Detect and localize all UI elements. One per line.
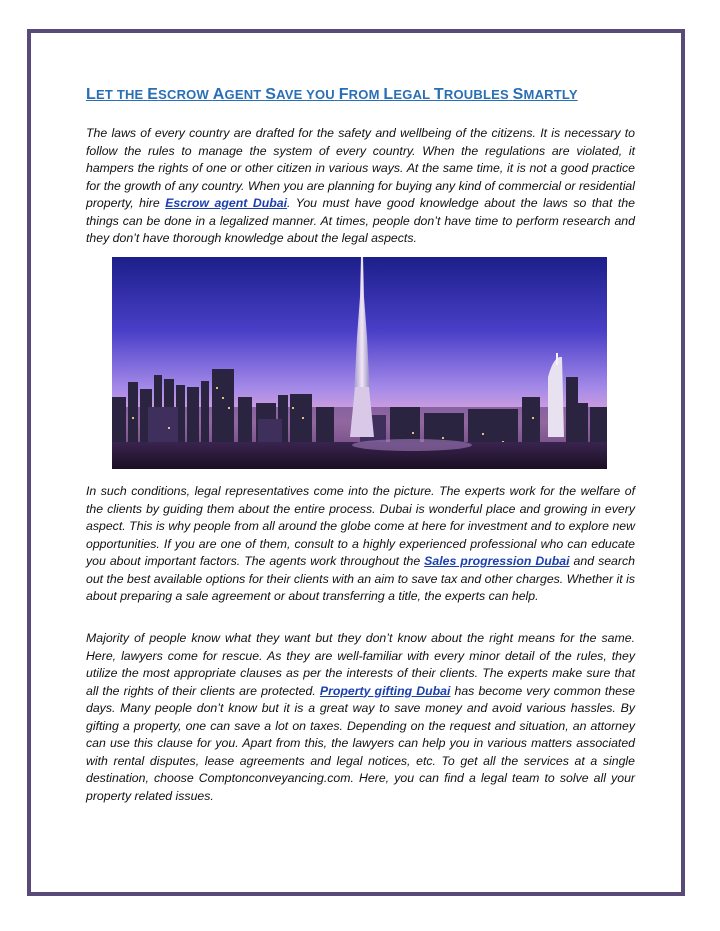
paragraph-3 — [86, 630, 635, 805]
title-word: SAVE — [265, 86, 303, 103]
title-word: YOU — [306, 87, 335, 102]
title-word: LEGAL — [383, 86, 431, 103]
paragraph-2-text-a: In such conditions, legal representatives come into the picture. The experts work for the welfare of the clients by guiding them about the entire process. Dubai is wonderful place and growing in every aspect. This is why people from all around the globe come at here for investment and to explore new opportunities. If you are one of them, consult to a highly experienced professional who can educate you about important factors. The agents work throughout the — [86, 484, 635, 568]
title-word: SMARTLY — [512, 86, 578, 103]
escrow-agent-dubai-link[interactable]: Escrow agent Dubai — [165, 196, 288, 210]
title-word: ESCROW — [147, 86, 209, 103]
paragraph-2 — [86, 483, 635, 606]
title-word: TROUBLES — [433, 86, 509, 103]
paragraph-2-text-b: and search out the best available options for their clients with an aim to save tax and other charges. Whether it is about preparing a sale agreement or about transferring a title, the experts can help. — [86, 554, 635, 603]
title-word: FROM — [338, 86, 380, 103]
paragraph-1 — [86, 125, 635, 248]
paragraph-3-text-a: Majority of people know what they want but they don’t know about the right means for the same. Here, lawyers come for rescue. As they are well-familiar with every minor detail of the rules, they utilize the most appropriate clauses as per the interests of their clients. The experts make sure that all the rights of their clients are protected. — [86, 631, 635, 698]
paragraph-3-text-b: has become very common these days. Many people don’t know but it is a great way to save money and avoid various hassles. By gifting a property, one can save a lot on taxes. Depending on the request and situation, an attorney can use this clause for you. Apart from this, the lawyers can help you in various matters associated with rental disputes, lease agreements and legal notices, etc. To get all the services at a single destination, choose Comptonconveyancing.com. Here, you can find a legal team to solve all your property related issues. — [86, 683, 635, 803]
title-word: THE — [116, 87, 144, 102]
property-gifting-dubai-link[interactable]: Property gifting Dubai — [319, 683, 451, 698]
paragraph-1-text-b: . You must have good knowledge about the laws so that the things can be done in a legalized manner. At times, people don’t have time to perform research and they don’t have thorough knowledge about the legal aspects. — [86, 196, 636, 245]
sales-progression-dubai-link[interactable]: Sales progression Dubai — [424, 554, 570, 568]
title-word: LET — [86, 86, 113, 103]
dubai-skyline-photo — [112, 257, 607, 469]
paragraph-1-text-a: The laws of every country are drafted for the safety and wellbeing of the citizens. It is necessary to follow the rules to manage the system of every country. When the regulations are violated, it hampers the rights of one or other citizen in various ways. At the same time, it is not a good practice for the growth of any country. When you are planning for buying any kind of commercial or residential property, hire — [86, 126, 635, 210]
title-word: AGENT — [212, 86, 262, 103]
document-title — [86, 86, 646, 104]
